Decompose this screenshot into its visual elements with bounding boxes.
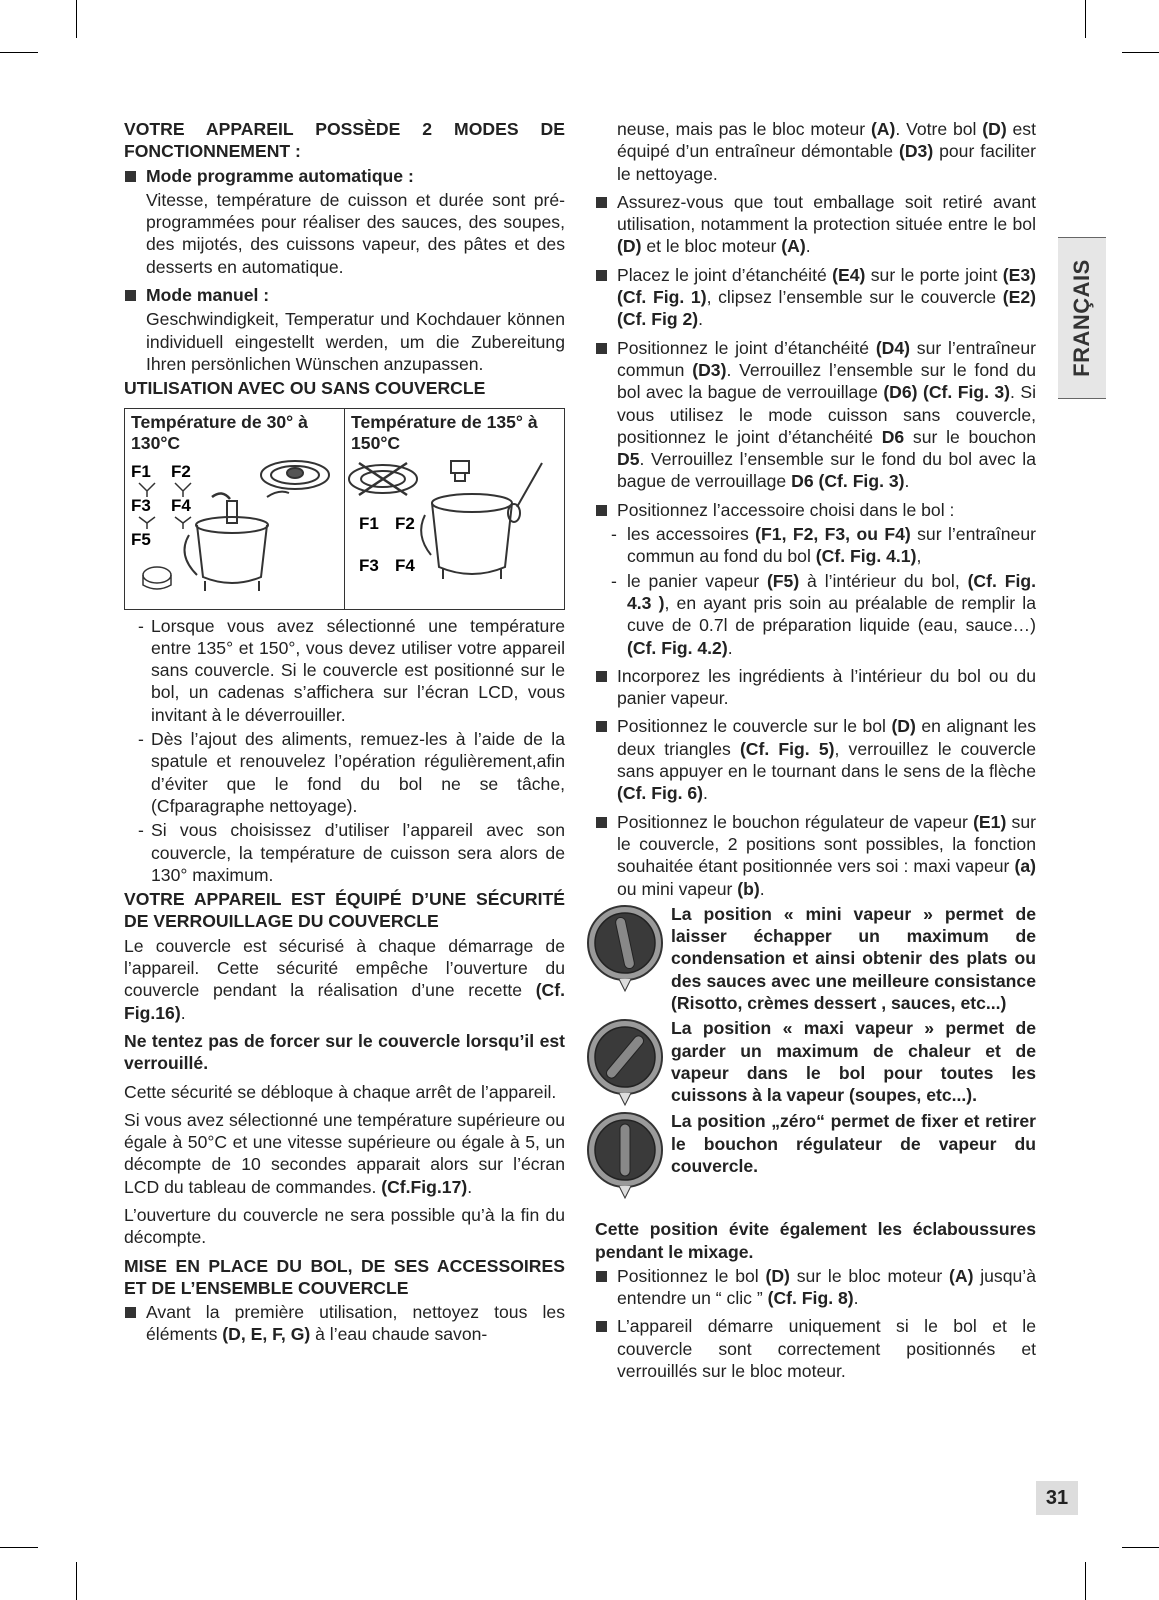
knob-zero-text: La position „zéro“ permet de fixer et retirer le bouchon régulateur de vapeur du couvercle. (671, 1111, 1036, 1176)
crop-mark (0, 52, 38, 53)
left-column (124, 118, 565, 1348)
dash-item: - le panier vapeur (F5) à l’intérieur du bol, (Cf. Fig. 4.3 ), en ayant pris soin au préalable de remplir la cuve de 0.7l de préparation liquide (eau, sauce…) (Cf. Fig. 4.2). (595, 570, 1036, 659)
steam-knob-mini-icon (585, 903, 665, 993)
bullet-item: Positionnez le bol (D) sur le bloc moteur (A) jusqu’à entendre un “ clic ” (Cf. Fig. 8). (595, 1265, 1036, 1310)
table-col2-title: Température de 135° à 150°C (351, 411, 538, 453)
knob-mini-text: La position « mini vapeur » permet de laisser échapper un maximum de condensation et ainsi obtenir des plats ou des sauces avec une meilleure consistance (Risotto, crèmes dessert , sauces, etc...) (671, 903, 1036, 1013)
bowl-drawing (185, 491, 290, 590)
knob-zero (595, 1110, 1036, 1200)
bullet-item: Positionnez l’accessoire choisi dans le bol : (595, 499, 1036, 521)
steam-knob-zero-icon (585, 1110, 665, 1200)
crop-mark (1122, 52, 1159, 53)
crossed-lid-drawing (349, 463, 417, 495)
label-f1: F1 (359, 513, 379, 533)
appliance-with-lid-illustration (127, 457, 333, 602)
knob-maxi-text: La position « maxi vapeur » permet de garder un maximum de chaleur et de vapeur dans le bol pour toutes les cuissons à la vapeur (soupes, etc...). (671, 1018, 1036, 1106)
bullet-item: Avant la première utilisation, nettoyez tous les éléments (D, E, F, G) à l’eau chaude savon- (124, 1301, 565, 1346)
table-col1-title: Température de 30° à 130°C (131, 411, 308, 453)
heading-mise-en-place: MISE EN PLACE DU BOL, DE SES ACCESSOIRES ET DE L’ENSEMBLE COUVERCLE (124, 1255, 565, 1298)
dash-item: - Lorsque vous avez sélectionné une température entre 135° et 150°, vous devez utiliser votre appareil sans couvercle. Si le couvercle est positionné sur le bol, un cadenas s’affichera sur l’écran LCD, vous invitant à le déverrouiller. (124, 615, 565, 726)
bullet-item: Positionnez le bouchon régulateur de vapeur (E1) sur le couvercle, 2 positions sont possibles, la fonction souhaitée étant positionnée vers soi : maxi vapeur (a) ou mini vapeur (b). (595, 811, 1036, 900)
appliance-without-lid-illustration (347, 457, 553, 602)
temperature-table (124, 408, 565, 610)
plug-drawing (451, 461, 469, 481)
bullet-item: Assurez-vous que tout emballage soit retiré avant utilisation, notamment la protection située entre le bol (D) et le bloc moteur (A). (595, 191, 1036, 258)
label-f4: F4 (395, 555, 415, 575)
note-eclaboussures: Cette position évite également les éclaboussures pendant le mixage. (595, 1219, 1036, 1262)
heading-couvercle: UTILISATION AVEC OU SANS COUVERCLE (124, 378, 486, 399)
spatula-drawing (508, 463, 542, 522)
knob-maxi-vapeur (595, 1017, 1036, 1107)
label-f2: F2 (171, 461, 191, 481)
label-f5: F5 (131, 529, 151, 549)
warning-text: Ne tentez pas de forcer sur le couvercle lorsqu’il est verrouillé. (124, 1030, 565, 1074)
bullet-item: Positionnez le couvercle sur le bol (D) en alignant les deux triangles (Cf. Fig. 5), verrouillez le couvercle sans appuyer en le tournant dans le sens de la flèche (Cf. Fig. 6). (595, 715, 1036, 804)
page-number: 31 (1036, 1481, 1078, 1515)
crop-mark (1122, 1547, 1159, 1548)
right-column (595, 118, 1036, 1384)
bullet-mode-manuel: Mode manuel : (124, 284, 565, 306)
language-label: FRANÇAIS (1069, 259, 1094, 377)
dash-item: - Dès l’ajout des aliments, remuez-les à l’aide de la spatule et renouvelez l’opération régulièrement,afin d’éviter que le fond du bol ne se tâche, (Cfparagraphe nettoyage). (124, 728, 565, 817)
bullet-item: Incorporez les ingrédients à l’intérieur du bol ou du panier vapeur. (595, 665, 1036, 710)
paragraph-securite: Le couvercle est sécurisé à chaque démarrage de l’appareil. Cette sécurité empêche l’ouverture du couvercle pendant la réalisation d’une recette (Cf. Fig.16). (124, 935, 565, 1023)
continued-text: neuse, mais pas le bloc moteur (A). Votre bol (D) est équipé d’un entraîneur démontable (D3) pour faciliter le nettoyage. (617, 119, 1036, 184)
table-cell-with-lid (125, 409, 344, 609)
bullet-item: L’appareil démarre uniquement si le bol et le couvercle sont correctement positionnés et verrouillés sur le bloc moteur. (595, 1315, 1036, 1382)
paragraph-decompte: Si vous avez sélectionné une température supérieure ou égale à 50°C et une vitesse supérieure ou égale à 5, un décompte de 10 secondes apparait alors sur l’écran LCD du tableau de commandes. (Cf.Fig.17). (124, 1109, 565, 1197)
knob-mini-vapeur (595, 903, 1036, 1014)
mode-auto-text: Vitesse, température de cuisson et durée sont pré-programmées pour réaliser des sauces, des soupes, des mijotés, des cuissons vapeur, des pâtes et des desserts en automatique. (146, 189, 565, 277)
crop-mark (76, 1562, 77, 1600)
paragraph-deblocage: Cette sécurité se débloque à chaque arrêt de l’appareil. (124, 1081, 557, 1102)
crop-mark (76, 0, 77, 38)
paragraph-ouverture: L’ouverture du couvercle ne sera possible qu’à la fin du décompte. (124, 1204, 565, 1248)
table-cell-without-lid (344, 409, 564, 609)
heading-modes: VOTRE APPAREIL POSSÈDE 2 MODES DE FONCTIONNEMENT : (124, 119, 565, 162)
language-tab (1058, 237, 1106, 399)
label-f3: F3 (359, 555, 379, 575)
heading-securite: VOTRE APPAREIL EST ÉQUIPÉ D’UNE SÉCURITÉ DE VERROUILLAGE DU COUVERCLE (124, 889, 565, 932)
label-f4: F4 (171, 495, 191, 515)
mode-manuel-text: Geschwindigkeit, Temperatur und Kochdauer können individuell eingestellt werden, um die Zubereitung Ihren persönlichen Wünschen anzupassen. (146, 309, 565, 374)
label-f3: F3 (131, 495, 151, 515)
bullet-item: Placez le joint d’étanchéité (E4) sur le porte joint (E3) (Cf. Fig. 1), clipsez l’ensemble sur le couvercle (E2) (Cf. Fig 2). (595, 264, 1036, 331)
label-f1: F1 (131, 461, 151, 481)
bullet-mode-auto: Mode programme automatique : (124, 165, 565, 187)
steam-knob-maxi-icon (585, 1017, 665, 1107)
crop-mark (1085, 0, 1086, 38)
crop-mark (0, 1547, 38, 1548)
dash-item: - les accessoires (F1, F2, F3, ou F4) sur l’entraîneur commun au fond du bol (Cf. Fig. 4.1), (595, 523, 1036, 568)
bullet-item: Positionnez le joint d’étanchéité (D4) sur l’entraîneur commun (D3). Verrouillez l’ensemble sur le fond du bol avec la bague de verrouillage (D6) (Cf. Fig. 3). Si vous utilisez le mode cuisson sans couvercle, positionnez le joint d’étanchéité D6 sur le bouchon D5. Verrouillez l’ensemble sur le fond du bol avec la bague de verrouillage D6 (Cf. Fig. 3). (595, 337, 1036, 493)
dash-item: - Si vous choisissez d’utiliser l’appareil avec son couvercle, la température de cuisson sera alors de 130° maximum. (124, 819, 565, 886)
crop-mark (1085, 1562, 1086, 1600)
lid-drawing (261, 461, 329, 489)
label-f2: F2 (395, 513, 415, 533)
bowl-drawing (421, 494, 512, 579)
